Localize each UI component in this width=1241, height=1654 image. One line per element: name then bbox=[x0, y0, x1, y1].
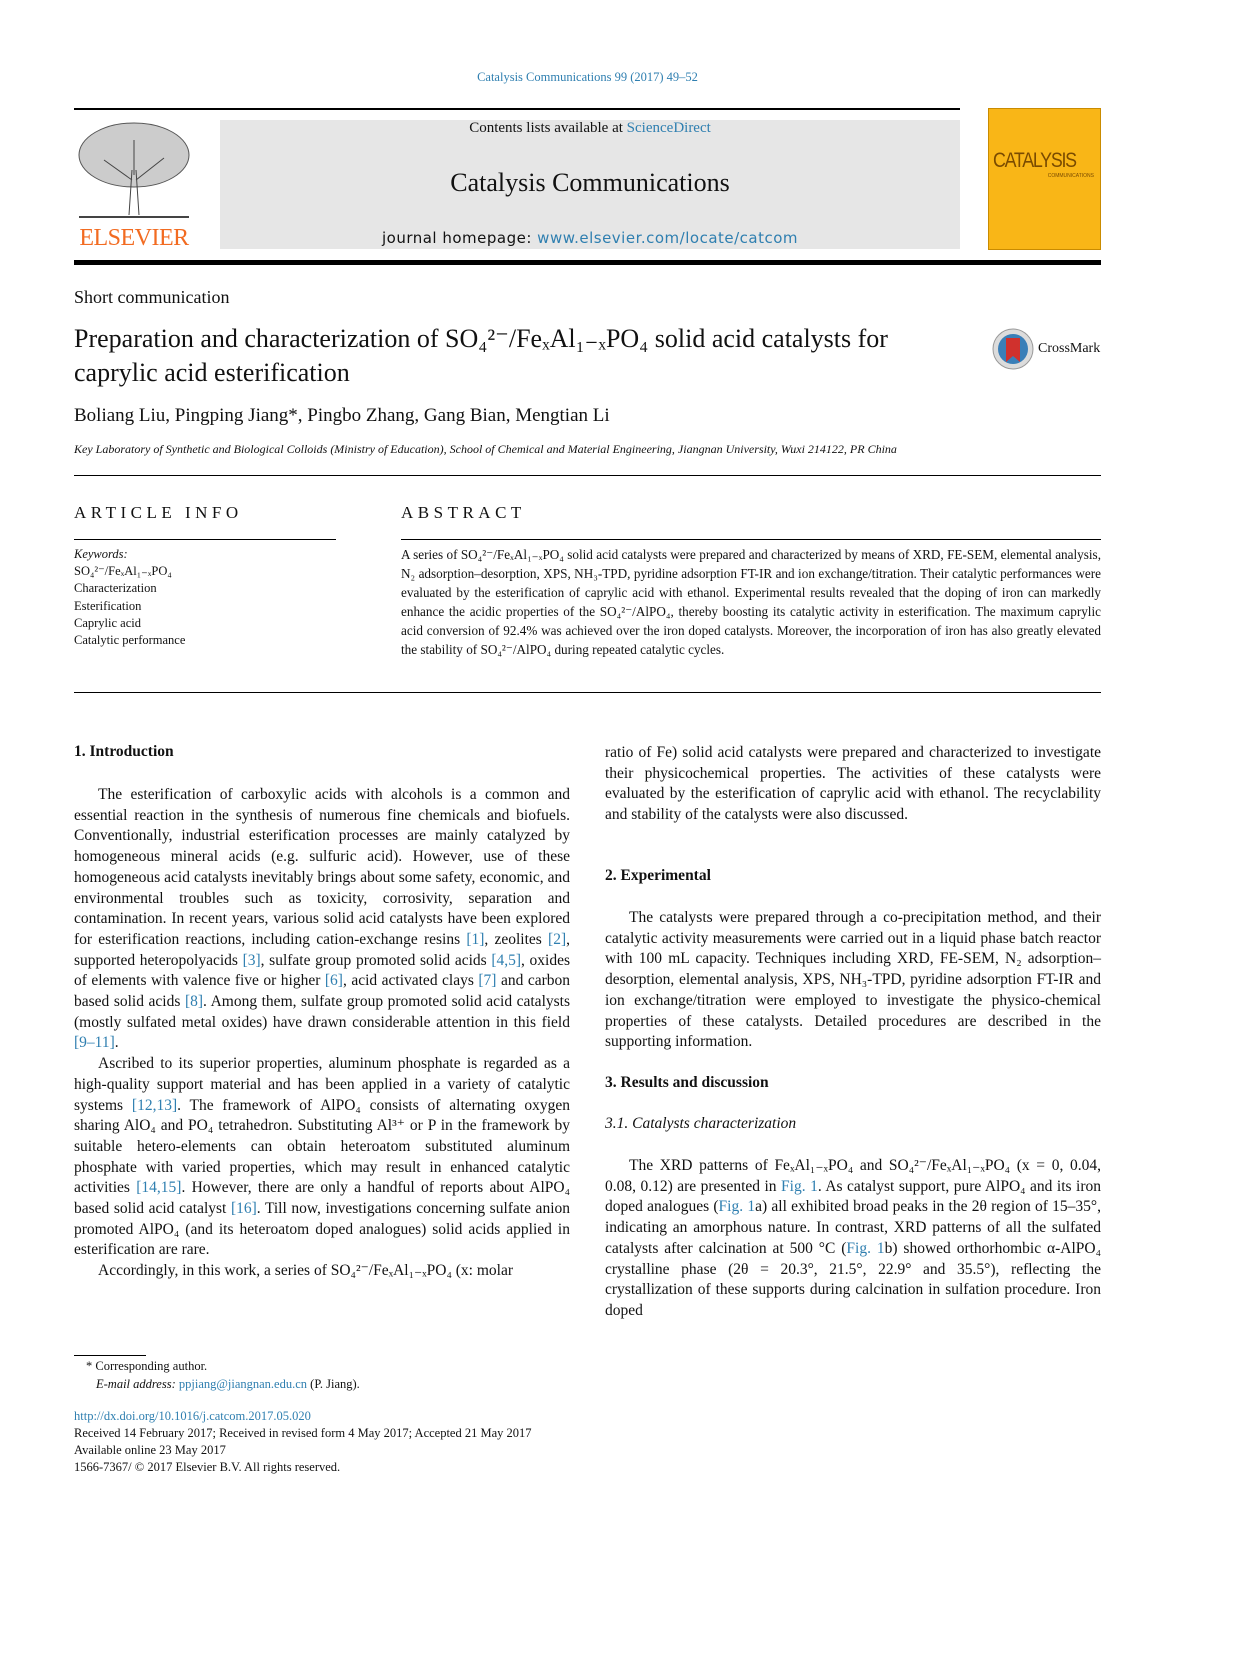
author-list: Boliang Liu, Pingping Jiang*, Pingbo Zhang, Gang Bian, Mengtian Li bbox=[74, 405, 610, 426]
contents-line bbox=[220, 120, 960, 137]
paragraph bbox=[605, 743, 1101, 826]
journal-masthead bbox=[220, 120, 960, 249]
divider bbox=[74, 108, 960, 110]
text-run: . As catalyst support, pure AlPO₄ and its iron doped analogues ( bbox=[605, 1177, 1101, 1216]
text-run: . The framework of AlPO₄ consists of alternating oxygen sharing AlO₄ and PO₄ tetrahedron. Substituting Al³⁺ or P in the framework by suitable hetero-elements can obtain heteroatom substituted aluminum phosphate with varied properties, which may result in enhanced catalytic activities bbox=[74, 1096, 570, 1197]
publication-info bbox=[74, 1408, 532, 1476]
experimental-body bbox=[605, 908, 1101, 1053]
keyword: Esterification bbox=[74, 598, 142, 613]
abstract-text: A series of SO₄²⁻/FeₓAl₁₋ₓPO₄ solid acid catalysts were prepared and characterized by means of XRD, FE-SEM, elemental analysis, N₂ adsorption–desorption, XPS, NH₃-TPD, pyridine adsorption FT-IR and ion exchange/titration. Their catalytic performances were evaluated by the esterification of caprylic acid with ethanol. Experimental results revealed that the doping of iron can markedly enhance the acidic properties of the SO₄²⁻/AlPO₄, thereby boosting its catalytic activity in esterification. The maximum caprylic acid conversion of 92.4% was achieved over the iron doped catalysts. Moreover, the incorporation of iron has also greatly elevated the stability of SO₄²⁻/AlPO₄ during repeated catalytic cycles. bbox=[401, 547, 1101, 657]
keyword: Catalytic performance bbox=[74, 633, 186, 648]
corresponding-author-note: * Corresponding author. bbox=[86, 1359, 208, 1373]
abstract-heading: ABSTRACT bbox=[401, 503, 526, 522]
text-run: . However, there are only a handful of reports about AlPO₄ based solid acid catalyst bbox=[74, 1179, 571, 1218]
divider bbox=[74, 692, 1101, 693]
text-run: . bbox=[114, 1034, 119, 1052]
journal-cover[interactable] bbox=[988, 108, 1101, 250]
section-heading-introduction: 1. Introduction bbox=[74, 743, 174, 760]
cover-title: CATALYSIS bbox=[993, 149, 1076, 172]
keyword: Caprylic acid bbox=[74, 615, 141, 630]
citation-link[interactable]: [12,13] bbox=[131, 1096, 178, 1114]
cover-subtitle: COMMUNICATIONS bbox=[1047, 173, 1094, 179]
text-run: The catalysts were prepared through a co-precipitation method, and their catalytic activity measurements were carried out in a liquid phase batch reactor with 100 mL capacity. Techniques including XRD, FE-SEM, N₂ adsorption–desorption, elemental analysis, XPS, NH₃-TPD, pyridine adsorption FT-IR and ion exchange/titration were employed to investigate the physico-chemical properties of these catalysts. Detailed procedures are described in the supporting information. bbox=[605, 909, 1101, 1051]
divider bbox=[401, 539, 1101, 540]
text-run: ratio of Fe) solid acid catalysts were prepared and characterized to investigate their physicochemical properties. The activities of these catalysts were evaluated by the esterification of caprylic acid with ethanol. The recyclability and stability of the catalysts were also discussed. bbox=[605, 744, 1101, 824]
citation-link[interactable]: [8] bbox=[184, 993, 204, 1011]
homepage-prefix: journal homepage: bbox=[381, 229, 538, 247]
text-run: a) all exhibited broad peaks in the 2θ region of 15–35°, indicating an amorphous nature. In contrast, XRD patterns of all the sulfated catalysts after calcination at 500 °C ( bbox=[605, 1198, 1101, 1257]
results-body bbox=[605, 1156, 1101, 1322]
journal-name: Catalysis Communications bbox=[450, 168, 730, 197]
citation-link[interactable]: Fig. 1 bbox=[718, 1198, 756, 1216]
citation-link[interactable]: [4,5] bbox=[491, 951, 522, 969]
divider bbox=[74, 475, 1101, 476]
crossmark-button[interactable] bbox=[992, 327, 1107, 371]
text-run: , oxides of elements with valence five or higher bbox=[74, 951, 571, 990]
citation-link[interactable]: [1] bbox=[466, 930, 485, 948]
homepage-line bbox=[220, 229, 960, 247]
introduction-continuation bbox=[605, 743, 1101, 826]
text-run: , zeolites bbox=[484, 930, 549, 948]
elsevier-wordmark: ELSEVIER bbox=[79, 225, 189, 251]
email-link[interactable]: ppjiang@jiangnan.edu.cn bbox=[178, 1376, 308, 1391]
keyword: Characterization bbox=[74, 581, 157, 596]
footnote-divider bbox=[74, 1355, 146, 1356]
paragraph bbox=[605, 1156, 1101, 1322]
contents-prefix: Contents lists available at bbox=[469, 120, 627, 136]
keywords-label: Keywords: bbox=[74, 547, 128, 561]
text-run: and carbon based solid acids bbox=[74, 972, 570, 1011]
email-label: E-mail address: bbox=[96, 1376, 179, 1391]
copyright: 1566-7367/ © 2017 Elsevier B.V. All rights reserved. bbox=[74, 1460, 341, 1474]
article-info-heading: ARTICLE INFO bbox=[74, 503, 243, 522]
crossmark-icon bbox=[992, 328, 1034, 370]
keywords-list bbox=[74, 546, 185, 649]
text-run: , acid activated clays bbox=[342, 972, 479, 990]
text-run: Ascribed to its superior properties, aluminum phosphate is regarded as a high-quality support material and has been applied in a variety of catalytic systems bbox=[74, 1055, 570, 1114]
section-heading-results: 3. Results and discussion bbox=[605, 1074, 769, 1091]
homepage-link[interactable]: www.elsevier.com/locate/catcom bbox=[537, 229, 799, 247]
article-type: Short communication bbox=[74, 287, 230, 307]
citation-link[interactable]: Fig. 1 bbox=[846, 1239, 885, 1257]
history: Received 14 February 2017; Received in revised form 4 May 2017; Accepted 21 May 2017 bbox=[74, 1426, 532, 1440]
divider bbox=[74, 539, 336, 540]
citation-link[interactable]: [7] bbox=[478, 972, 497, 990]
journal-reference[interactable]: Catalysis Communications 99 (2017) 49–52 bbox=[477, 70, 698, 84]
sciencedirect-link[interactable]: ScienceDirect bbox=[626, 120, 711, 136]
citation-link[interactable]: [14,15] bbox=[136, 1179, 182, 1197]
text-run: The XRD patterns of FeₓAl₁₋ₓPO₄ and SO₄²⁻/FeₓAl₁₋ₓPO₄ (x = 0, 0.04, 0.08, 0.12) are presented in bbox=[605, 1157, 1101, 1195]
text-run: . Till now, investigations concerning sulfate anion promoted AlPO₄ (and its heteroatom doped analogues) solid acids applied in esterification are rare. bbox=[74, 1200, 570, 1259]
citation-link[interactable]: [6] bbox=[324, 972, 343, 990]
text-run: . Among them, sulfate group promoted solid acid catalysts (mostly sulfated metal oxides) have drawn considerable attention in this field bbox=[74, 993, 570, 1031]
text-run: b) showed orthorhombic α-AlPO₄ crystalline phase (2θ = 20.3°, 21.5°, 22.9° and 35.5°), reflecting the crystallization of these supports during calcination in sulfation procedure. Iron doped bbox=[605, 1239, 1101, 1319]
available-online: Available online 23 May 2017 bbox=[74, 1443, 226, 1457]
introduction-body bbox=[74, 785, 570, 1282]
paragraph bbox=[74, 785, 570, 1054]
citation-link[interactable]: [16] bbox=[230, 1200, 257, 1218]
text-run: , supported heteropolyacids bbox=[74, 930, 570, 969]
affiliation: Key Laboratory of Synthetic and Biological Colloids (Ministry of Education), School of Chemical and Material Engineering, Jiangnan University, Wuxi 214122, PR China bbox=[74, 442, 897, 456]
header-bar bbox=[74, 260, 1101, 265]
crossmark-label: CrossMark bbox=[1038, 341, 1101, 356]
article-title: Preparation and characterization of SO₄²⁻/FeₓAl₁₋ₓPO₄ solid acid catalysts for caprylic acid esterification bbox=[74, 324, 888, 387]
paragraph bbox=[605, 908, 1101, 1053]
citation-link[interactable]: [9–11] bbox=[74, 1034, 115, 1052]
citation-link[interactable]: Fig. 1 bbox=[781, 1177, 818, 1195]
subsection-heading: 3.1. Catalysts characterization bbox=[605, 1115, 797, 1132]
email-note bbox=[74, 1376, 360, 1394]
text-run: Accordingly, in this work, a series of SO₄²⁻/FeₓAl₁₋ₓPO₄ (x: molar bbox=[98, 1262, 514, 1280]
elsevier-logo bbox=[74, 120, 194, 252]
section-heading-experimental: 2. Experimental bbox=[605, 867, 711, 884]
paragraph bbox=[74, 1054, 570, 1261]
paragraph bbox=[74, 1261, 570, 1282]
citation-link[interactable]: [3] bbox=[242, 951, 261, 969]
keyword: SO₄²⁻/FeₓAl₁₋ₓPO₄ bbox=[74, 564, 172, 579]
citation-link[interactable]: [2] bbox=[548, 930, 567, 948]
text-run: , sulfate group promoted solid acids bbox=[260, 951, 492, 969]
text-run: The esterification of carboxylic acids with alcohols is a common and essential reaction in the synthesis of numerous fine chemicals and biofuels. Conventionally, industrial esterification processes are mainly catalyzed by homogeneous mineral acids (e.g. sulfuric acid). However, use of these homogeneous acid catalysts inevitably brings about some safety, economic, and environmental troubles such as toxicity, corrosivity, separation and contamination. In recent years, various solid acid catalysts have been explored for esterification reactions, including cation-exchange resins bbox=[74, 786, 570, 948]
footnotes bbox=[74, 1358, 360, 1393]
email-suffix: (P. Jiang). bbox=[307, 1376, 360, 1391]
tree-icon bbox=[74, 120, 194, 220]
doi-link[interactable]: http://dx.doi.org/10.1016/j.catcom.2017.05.020 bbox=[74, 1409, 311, 1423]
